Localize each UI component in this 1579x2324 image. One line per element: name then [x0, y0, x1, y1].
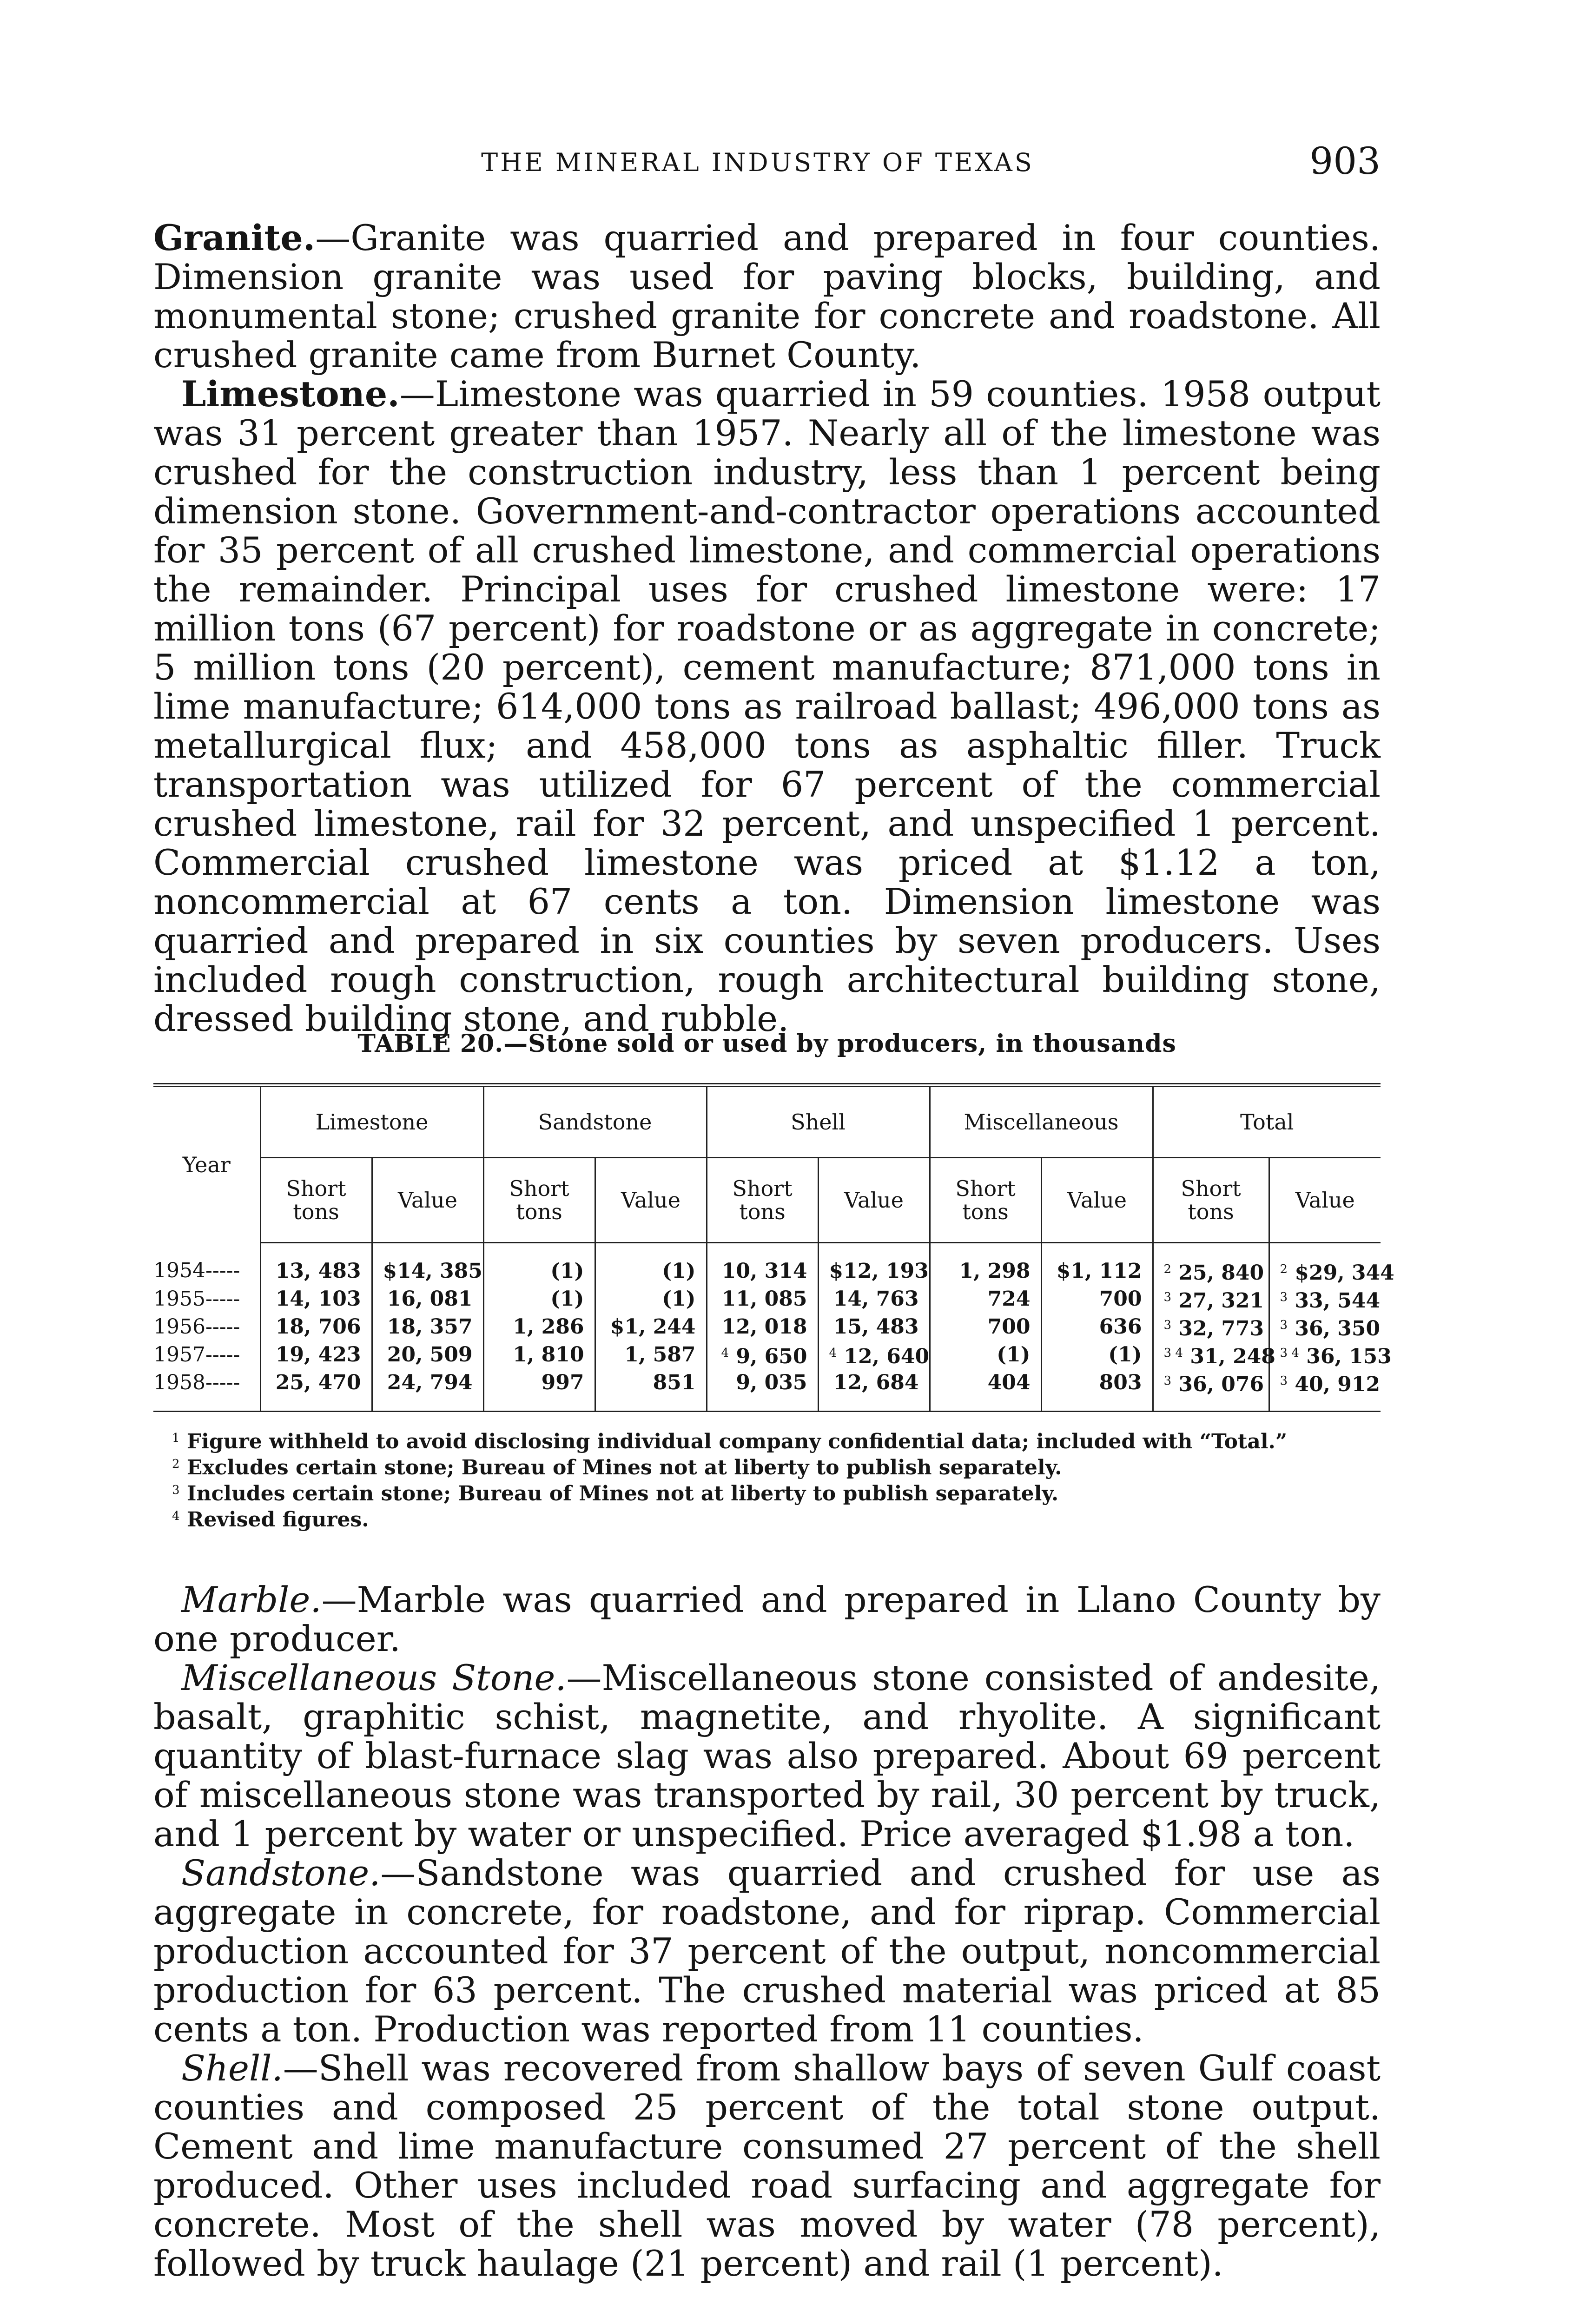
total-tons-cell: $^2$ 25, 840 [1153, 1243, 1269, 1286]
shell-value-cell: 15, 483 [818, 1313, 930, 1341]
limestone-tons-cell: 25, 470 [260, 1369, 372, 1412]
limestone-value-cell: 18, 357 [372, 1313, 483, 1341]
shell-text: —Shell was recovered from shallow bays of seven Gulf coast counties and composed 25 percent of the total stone output. Cement and lime manufacture consumed 27 percent of the shell produced. Other uses included road surfacing and aggregate for concrete. Most of the shell was moved by water (78 percent), followed by truck haulage (21 percent) and rail (1 percent). [153, 2047, 1381, 2284]
table-title: TABLE 20.—Stone sold or used by producers, in thousands [357, 1030, 1176, 1058]
misc-value-cell: 700 [1041, 1285, 1153, 1313]
miscellaneous-text: —Miscellaneous stone consisted of andesite, basalt, graphitic schist, magnetite, and rhyolite. A significant quantity of blast-furnace slag was also prepared. About 69 percent of miscellaneous stone was transported by rail, 30 percent by truck, and 1 percent by water or unspecified. Price averaged $1.98 a ton. [153, 1657, 1381, 1855]
subheader-short-tons: Short tons [930, 1158, 1041, 1243]
footnote-ref: 3 4 [1163, 1346, 1183, 1360]
sandstone-heading: Sandstone. [181, 1852, 381, 1894]
upper-text [153, 218, 1381, 1038]
subheader-value: Value [1041, 1158, 1153, 1243]
subheader-value: Value [818, 1158, 930, 1243]
misc-value-cell: $1, 112 [1041, 1243, 1153, 1286]
shell-tons-cell: 9, 035 [707, 1369, 818, 1412]
table-row [153, 1285, 1381, 1313]
limestone-tons-cell: 13, 483 [260, 1243, 372, 1286]
sandstone-tons-cell: 997 [483, 1369, 595, 1412]
running-title: THE MINERAL INDUSTRY OF TEXAS [481, 148, 1034, 177]
subheader-short-tons: Short tons [707, 1158, 818, 1243]
col-header-miscellaneous: Miscellaneous [930, 1085, 1153, 1158]
footnote-ref: 3 4 [1280, 1346, 1299, 1360]
limestone-tons-cell: 19, 423 [260, 1341, 372, 1369]
granite-heading: Granite. [153, 217, 316, 258]
shell-tons-cell: 11, 085 [707, 1285, 818, 1313]
col-header-limestone: Limestone [260, 1085, 483, 1158]
total-value-cell: $^2$ $29, 344 [1269, 1243, 1381, 1286]
year-cell: 1955----- [153, 1287, 240, 1311]
limestone-value-cell: 20, 509 [372, 1341, 483, 1369]
marble-text: —Marble was quarried and prepared in Llano County by one producer. [153, 1579, 1381, 1659]
table-row [153, 1369, 1381, 1412]
marble-paragraph [153, 1580, 1381, 1658]
misc-tons-cell: 1, 298 [930, 1243, 1041, 1286]
footnote-2: $^2$ Excludes certain stone; Bureau of Mines not at liberty to publish separately. [172, 1456, 1062, 1479]
sandstone-text: —Sandstone was quarried and crushed for use as aggregate in concrete, for roadstone, and for riprap. Commercial production accounted for 37 percent of the output, noncommercial production for 63 percent. The crushed material was priced at 85 cents a ton. Production was reported from 11 counties. [153, 1852, 1381, 2050]
miscellaneous-heading: Miscellaneous Stone. [181, 1657, 567, 1698]
total-value-cell: $^3$ 33, 544 [1269, 1285, 1381, 1313]
misc-value-cell: 636 [1041, 1313, 1153, 1341]
subheader-value: Value [1269, 1158, 1381, 1243]
year-cell: 1956----- [153, 1315, 240, 1339]
footnote-ref: 3 [1280, 1318, 1288, 1332]
sandstone-value-cell: 851 [595, 1369, 707, 1412]
sandstone-tons-cell: (1) [483, 1243, 595, 1286]
year-cell: 1957----- [153, 1343, 240, 1367]
col-header-shell: Shell [707, 1085, 930, 1158]
subheader-short-tons: Short tons [1153, 1158, 1269, 1243]
misc-tons-cell: 404 [930, 1369, 1041, 1412]
granite-text: —Granite was quarried and prepared in four counties. Dimension granite was used for paving blocks, building, and monumental stone; crushed granite for concrete and roadstone. All crushed granite came from Burnet County. [153, 217, 1381, 376]
misc-tons-cell: 724 [930, 1285, 1041, 1313]
stone-table [153, 1083, 1394, 1412]
limestone-text: —Limestone was quarried in 59 counties. 1958 output was 31 percent greater than 1957. Nearly all of the limestone was crushed for the construction industry, less than 1 percent being dimension stone. Government-and-contractor operations accounted for 35 percent of all crushed limestone, and commercial operations the remainder. Principal uses for crushed limestone were: 17 million tons (67 percent) for roadstone or as aggregate in concrete; 5 million tons (20 percent), cement manufacture; 871,000 tons in lime manufacture; 614,000 tons as railroad ballast; 496,000 tons as metallurgical flux; and 458,000 tons as asphaltic filler. Truck transportation was utilized for 67 percent of the commercial crushed limestone, rail for 32 percent, and unspecified 1 percent. Commercial crushed limestone was priced at $1.12 a ton, noncommercial at 67 cents a ton. Dimension limestone was quarried and prepared in six counties by seven producers. Uses included rough construction, rough architectural building stone, dressed building stone, and rubble. [153, 373, 1381, 1039]
shell-tons-cell: 10, 314 [707, 1243, 818, 1286]
footnote-ref: 3 [1280, 1290, 1288, 1304]
limestone-tons-cell: 18, 706 [260, 1313, 372, 1341]
subheader-value: Value [595, 1158, 707, 1243]
total-tons-cell: $^3$ 32, 773 [1153, 1313, 1269, 1341]
sandstone-value-cell: $1, 244 [595, 1313, 707, 1341]
footnote-ref: 3 [1280, 1374, 1288, 1388]
limestone-tons-cell: 14, 103 [260, 1285, 372, 1313]
limestone-paragraph [153, 375, 1381, 1038]
misc-value-cell: 803 [1041, 1369, 1153, 1412]
shell-value-cell: $^4$ 12, 640 [818, 1341, 930, 1369]
footnote-ref: 3 [1163, 1318, 1172, 1332]
table-row [153, 1313, 1381, 1341]
misc-value-cell: (1) [1041, 1341, 1153, 1369]
total-value-cell: $^3$ 40, 912 [1269, 1369, 1381, 1412]
shell-paragraph [153, 2049, 1381, 2283]
footnote-ref: 4 [829, 1346, 837, 1360]
sandstone-paragraph [153, 1854, 1381, 2049]
footnote-1: $^1$ Figure withheld to avoid disclosing individual company confidential data; included with “Total.” [172, 1430, 1288, 1453]
table-footnotes [172, 1427, 1381, 1531]
page-number: 903 [1309, 139, 1381, 183]
footnote-ref: 2 [1163, 1262, 1172, 1276]
sandstone-value-cell: (1) [595, 1243, 707, 1286]
sandstone-tons-cell: 1, 286 [483, 1313, 595, 1341]
misc-tons-cell: 700 [930, 1313, 1041, 1341]
limestone-value-cell: 24, 794 [372, 1369, 483, 1412]
sandstone-value-cell: (1) [595, 1285, 707, 1313]
shell-tons-cell: $^4$ 9, 650 [707, 1341, 818, 1369]
year-cell: 1958----- [153, 1369, 260, 1412]
total-tons-cell: $^{3 4}$ 31, 248 [1153, 1341, 1269, 1369]
shell-value-cell: 14, 763 [818, 1285, 930, 1313]
year-cell: 1954----- [153, 1259, 240, 1283]
table-row [153, 1341, 1381, 1369]
limestone-heading: Limestone. [181, 373, 400, 415]
total-value-cell: $^{3 4}$ 36, 153 [1269, 1341, 1381, 1369]
total-tons-cell: $^3$ 27, 321 [1153, 1285, 1269, 1313]
subheader-value: Value [372, 1158, 483, 1243]
stone-data-table [153, 1083, 1394, 1412]
year-header: Year [153, 1085, 260, 1243]
sandstone-tons-cell: (1) [483, 1285, 595, 1313]
subheader-short-tons: Short tons [483, 1158, 595, 1243]
footnote-ref: 4 [721, 1346, 729, 1360]
shell-value-cell: 12, 684 [818, 1369, 930, 1412]
col-header-total: Total [1153, 1085, 1381, 1158]
granite-paragraph [153, 218, 1381, 375]
total-tons-cell: $^3$ 36, 076 [1153, 1369, 1269, 1412]
shell-tons-cell: 12, 018 [707, 1313, 818, 1341]
table-row [153, 1243, 1381, 1286]
lower-text [153, 1580, 1381, 2283]
sandstone-tons-cell: 1, 810 [483, 1341, 595, 1369]
shell-value-cell: $12, 193 [818, 1243, 930, 1286]
running-head [153, 139, 1381, 191]
footnote-ref: 2 [1280, 1262, 1288, 1276]
sandstone-value-cell: 1, 587 [595, 1341, 707, 1369]
limestone-value-cell: $14, 385 [372, 1243, 483, 1286]
misc-tons-cell: (1) [930, 1341, 1041, 1369]
total-value-cell: $^3$ 36, 350 [1269, 1313, 1381, 1341]
subheader-short-tons: Short tons [260, 1158, 372, 1243]
footnote-3: $^3$ Includes certain stone; Bureau of Mines not at liberty to publish separately. [172, 1482, 1059, 1505]
limestone-value-cell: 16, 081 [372, 1285, 483, 1313]
miscellaneous-paragraph [153, 1658, 1381, 1854]
footnote-ref: 3 [1163, 1290, 1172, 1304]
marble-heading: Marble. [181, 1579, 322, 1620]
footnote-4: $^4$ Revised figures. [172, 1508, 369, 1532]
shell-heading: Shell. [181, 2047, 283, 2089]
footnote-ref: 3 [1163, 1374, 1172, 1388]
col-header-sandstone: Sandstone [483, 1085, 707, 1158]
